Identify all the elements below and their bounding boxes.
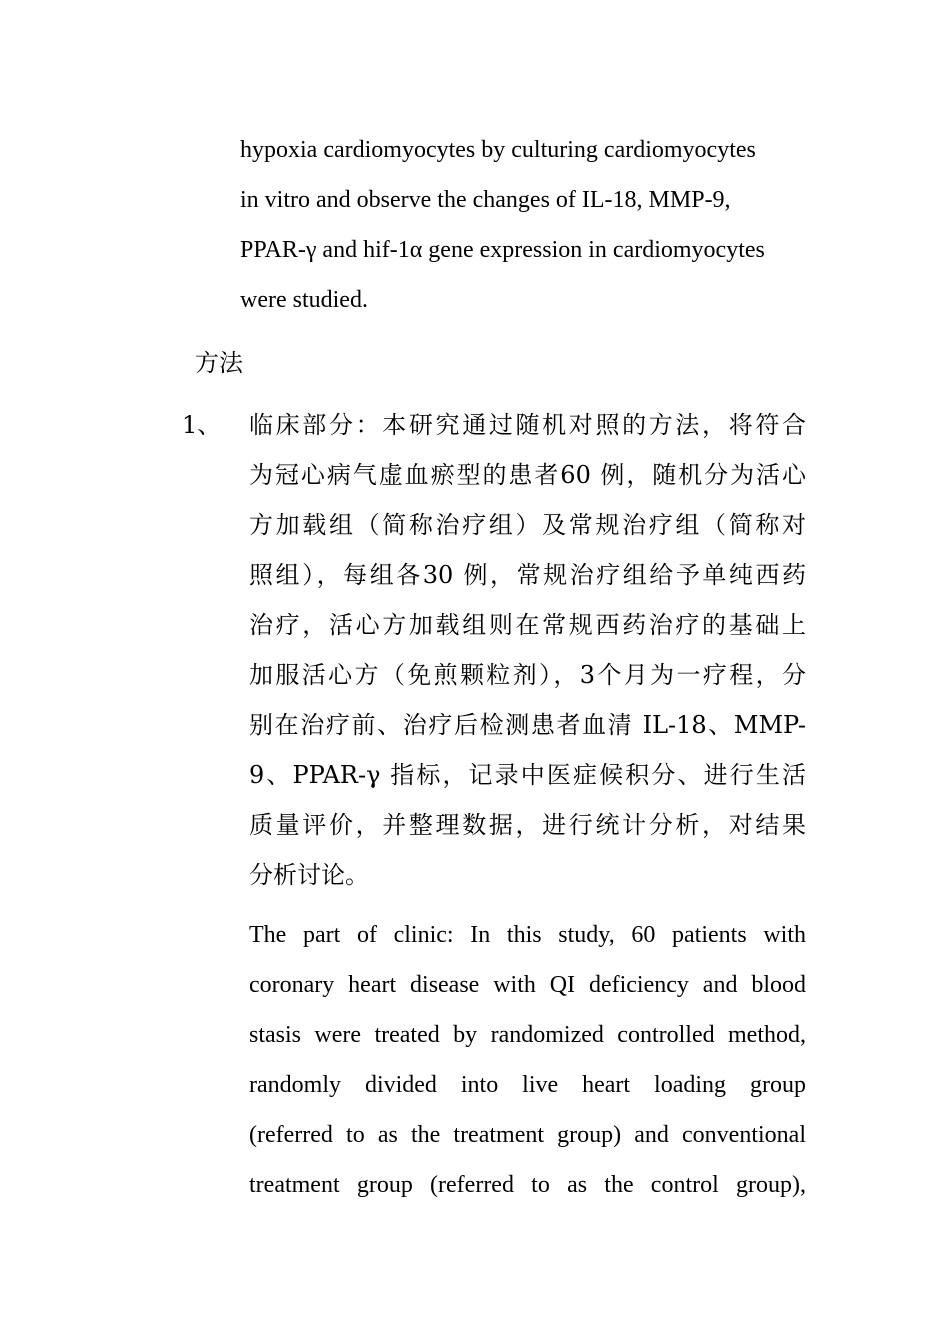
- chinese-line: 加服活心方（免煎颗粒剂），3个月为一疗程，分: [249, 661, 806, 689]
- intro-english-line: were studied.: [240, 287, 368, 313]
- english-line: (referred to as the treatment group) and conventional: [249, 1122, 806, 1148]
- english-line: coronary heart disease with QI deficiency and blood: [249, 972, 806, 998]
- list-item-marker: 1、: [182, 411, 222, 439]
- chinese-line: 别在治疗前、治疗后检测患者血清 IL-18、MMP-: [249, 711, 806, 739]
- english-line: The part of clinic: In this study, 60 patients with: [249, 922, 806, 948]
- intro-english-line: hypoxia cardiomyocytes by culturing cardiomyocytes: [240, 137, 756, 163]
- chinese-line: 质量评价，并整理数据，进行统计分析，对结果: [249, 811, 806, 839]
- english-line: stasis were treated by randomized controlled method,: [249, 1022, 806, 1048]
- chinese-line: 治疗，活心方加载组则在常规西药治疗的基础上: [249, 611, 806, 639]
- english-line: randomly divided into live heart loading group: [249, 1072, 806, 1098]
- chinese-line: 为冠心病气虚血瘀型的患者60 例，随机分为活心: [249, 461, 806, 489]
- methods-heading: 方法: [195, 349, 243, 377]
- chinese-line: 9、PPAR-γ 指标，记录中医症候积分、进行生活: [249, 761, 806, 789]
- intro-english-line: PPAR-γ and hif-1α gene expression in cardiomyocytes: [240, 237, 765, 263]
- chinese-line: 临床部分：本研究通过随机对照的方法，将符合: [249, 411, 806, 439]
- chinese-line: 方加载组（简称治疗组）及常规治疗组（简称对: [249, 511, 806, 539]
- chinese-line: 分析讨论。: [249, 861, 369, 889]
- english-line: treatment group (referred to as the control group),: [249, 1172, 806, 1198]
- chinese-line: 照组），每组各30 例，常规治疗组给予单纯西药: [249, 561, 806, 589]
- intro-english-line: in vitro and observe the changes of IL-18, MMP-9,: [240, 187, 731, 213]
